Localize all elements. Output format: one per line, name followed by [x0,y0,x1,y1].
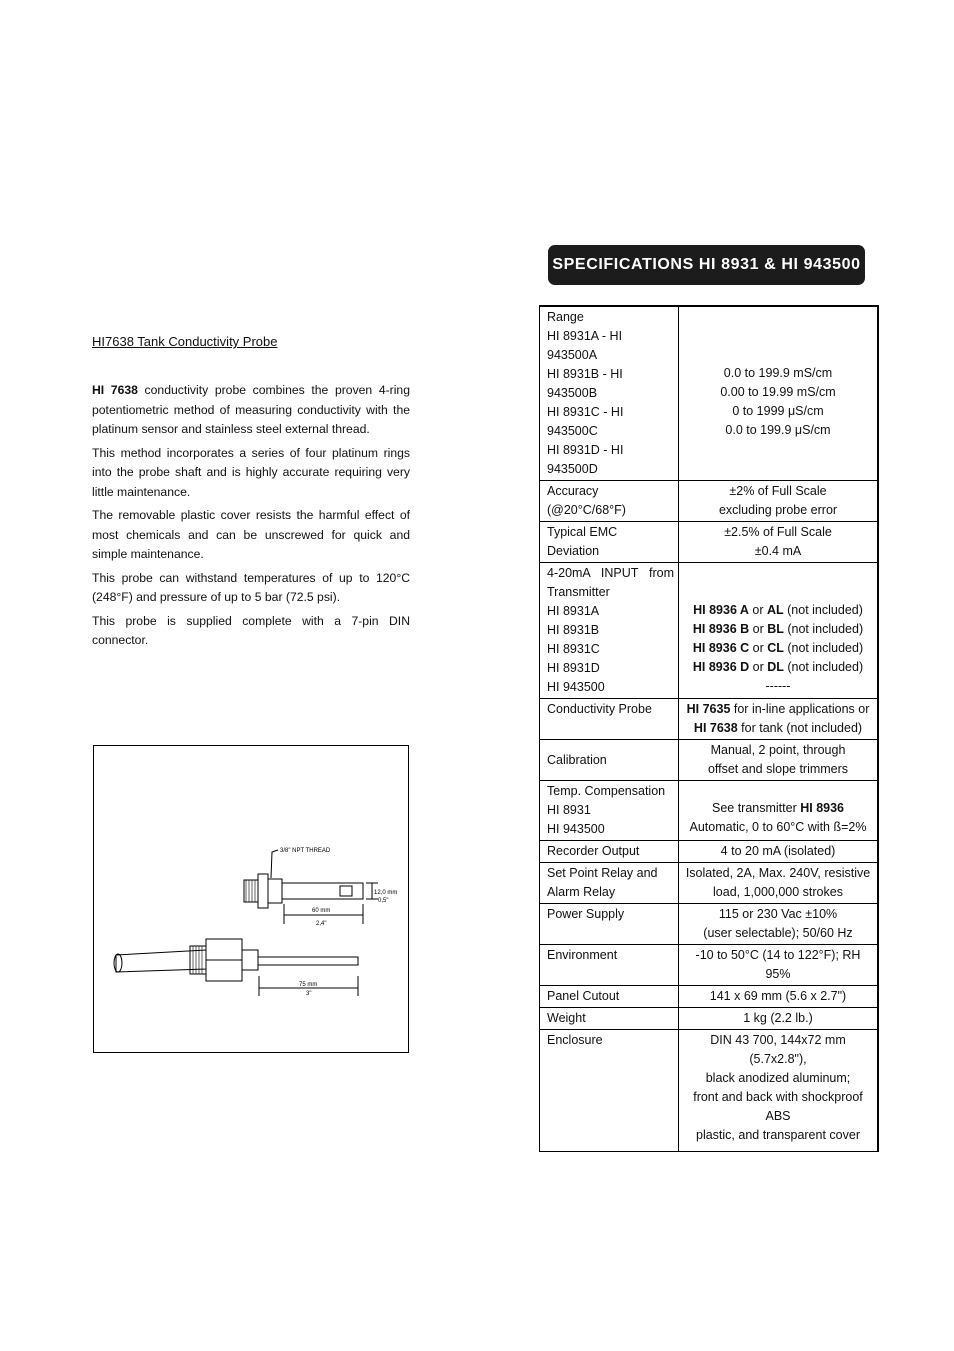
value-line: Manual, 2 point, through [710,743,846,757]
value-line [682,719,874,738]
spec-value-probe [679,699,879,740]
spec-value-emc [679,522,879,563]
label-line: Set Point Relay and [547,866,658,880]
value-line: ±2.5% of Full Scale [724,525,832,539]
small-probe-shaft [282,883,363,899]
cable [116,950,206,972]
spec-value-range [679,306,879,481]
table-row [540,522,879,563]
value-line: front and back with shockproof ABS [693,1090,863,1123]
small-probe-collar [268,879,282,903]
label-line: Deviation [547,544,600,558]
label-line: HI 8931 [547,803,591,817]
dim-60-in: 2,4" [316,921,327,927]
value-text: or [749,622,768,636]
dim-75-mm: 75 mm [299,982,318,988]
spec-value-recorder: 4 to 20 mA (isolated) [679,841,879,863]
value-line: ±2% of Full Scale [729,484,827,498]
value-text: for tank (not included) [737,721,863,735]
spec-label-environment: Environment [540,945,679,986]
value-text: or [748,603,767,617]
table-row [540,945,879,986]
section-heading: HI7638 Tank Conductivity Probe [92,334,278,349]
label-line: HI 943500 [547,680,605,694]
value-line: 0.0 to 199.9 μS/cm [725,423,831,437]
label-line: (@20°C/68°F) [547,503,626,517]
table-row [540,1030,879,1152]
spec-label-enclosure: Enclosure [540,1030,679,1152]
spec-label-calibration: Calibration [540,740,679,781]
value-line: 0.0 to 199.9 mS/cm [723,366,833,380]
table-row [540,306,879,481]
spec-label-emc [540,522,679,563]
value-line: (user selectable); 50/60 Hz [703,926,853,940]
probe-diagram [94,746,410,1054]
model-name: AL [767,603,784,617]
spec-value-enclosure [679,1030,879,1152]
label-line: HI 8931B - HI 943500B [547,367,623,400]
paragraph-method: This method incorporates a series of four platinum rings into the probe shaft and is highly accurate requiring very little maintenance. [92,445,410,499]
model-name: HI 7638 [92,383,138,397]
label-line: HI 8931B [547,623,600,637]
table-row [540,699,879,740]
spec-value-input [679,563,879,699]
spec-label-weight: Weight [540,1008,679,1030]
spec-label-temp [540,781,679,841]
label-line: HI 8931C [547,642,600,656]
spec-label-range [540,306,679,481]
value-text: (not included) [783,641,864,655]
spec-value-power [679,904,879,945]
model-name: BL [767,622,784,636]
table-row [540,841,879,863]
label-line: HI 8931A [547,604,600,618]
probe-description [92,381,410,655]
value-line: black anodized aluminum; [705,1071,851,1085]
specifications-title: SPECIFICATIONS HI 8931 & HI 943500 [548,245,865,285]
label-line: HI 8931D - HI 943500D [547,443,624,476]
table-row [540,863,879,904]
value-line: Isolated, 2A, Max. 240V, resistive [685,866,871,880]
value-line: DIN 43 700, 144x72 mm (5.7x2.8"), [710,1033,846,1066]
model-name: HI 8936 [800,801,844,815]
model-name: HI 7638 [693,721,738,735]
dim-75-in: 3" [306,991,312,997]
spec-value-relay [679,863,879,904]
spec-label-accuracy [540,481,679,522]
spec-label-input [540,563,679,699]
paragraph-text: conductivity probe combines the proven 4-ring potentiometric method of measuring conductivity with the platinum sensor and stainless steel external thread. [92,383,410,436]
spec-value-accuracy [679,481,879,522]
model-name: HI 8936 A [693,603,749,617]
specifications-table [539,305,879,1152]
small-thread-lines [246,880,255,902]
paragraph-intro [92,381,410,440]
label-line: Alarm Relay [547,885,616,899]
label-line: Transmitter [547,585,610,599]
value-line: 0.00 to 19.99 mS/cm [720,385,836,399]
value-line: 115 or 230 Vac ±10% [718,907,838,921]
value-text: (not included) [783,603,863,617]
model-name: HI 8936 B [692,622,750,636]
table-row [540,904,879,945]
value-line [682,799,874,818]
spec-value-environment: -10 to 50°C (14 to 122°F); RH 95% [679,945,879,986]
value-line [682,658,874,677]
label-line: 4-20mA INPUT from [547,566,674,580]
model-name: HI 7635 [686,702,731,716]
label-line: HI 8931D [547,661,600,675]
label-line: Typical EMC [547,525,618,539]
model-name: DL [767,660,784,674]
large-probe-shaft [258,957,358,965]
table-row [540,1008,879,1030]
value-line: Automatic, 0 to 60°C with ß=2% [689,820,867,834]
table-row [540,563,879,699]
label-line: HI 8931A - HI 943500A [547,329,623,362]
value-line: offset and slope trimmers [707,762,849,776]
value-line: ------ [765,679,791,693]
spec-value-temp [679,781,879,841]
value-line [682,639,874,658]
value-line: ±0.4 mA [754,544,802,558]
model-name: HI 8936 D [692,660,750,674]
paragraph-connector: This probe is supplied complete with a 7-pin DIN connector. [92,613,410,647]
value-text: for in-line applications or [730,702,870,716]
spec-label-power: Power Supply [540,904,679,945]
spec-value-calibration [679,740,879,781]
value-text: See transmitter [711,801,801,815]
value-line [682,601,874,620]
value-line [682,700,874,719]
value-text: or [749,641,768,655]
table-row [540,481,879,522]
spec-label-relay [540,863,679,904]
thread-leader-line [271,850,278,878]
value-text: or [749,660,768,674]
dim-60-mm: 60 mm [312,908,331,914]
dim-height-mm: 12,0 mm [374,890,398,896]
value-text: (not included) [783,660,864,674]
label-line: HI 943500 [547,822,605,836]
cable-end [114,954,122,972]
table-row [540,781,879,841]
spec-label-probe: Conductivity Probe [540,699,679,740]
label-line: Temp. Compensation [547,784,666,798]
table-row [540,740,879,781]
probe-drawing [93,745,409,1053]
value-line: excluding probe error [718,503,838,517]
value-line: load, 1,000,000 strokes [713,885,843,899]
paragraph-temperature: This probe can withstand temperatures of up to 120°C (248°F) and pressure of up to 5 bar (72.5 psi). [92,570,410,604]
value-text: (not included) [783,622,864,636]
value-line [682,620,874,639]
label-line: Range [547,310,584,324]
dim-height-in: 0,5" [378,898,389,904]
model-name: CL [767,641,784,655]
spec-value-weight: 1 kg (2.2 lb.) [679,1008,879,1030]
small-probe-nut [258,874,268,908]
table-row [540,986,879,1008]
model-name: HI 8936 C [692,641,750,655]
thread-label: 3/8" NPT THREAD [280,848,331,854]
value-line: 0 to 1999 μS/cm [732,404,824,418]
small-probe-window [340,886,352,896]
spec-label-recorder: Recorder Output [540,841,679,863]
large-probe-collar [242,950,258,970]
spec-value-cutout: 141 x 69 mm (5.6 x 2.7") [679,986,879,1008]
value-line: plastic, and transparent cover [696,1128,860,1142]
label-line: HI 8931C - HI 943500C [547,405,624,438]
spec-label-cutout: Panel Cutout [540,986,679,1008]
label-line: Accuracy [547,484,599,498]
paragraph-cover: The removable plastic cover resists the harmful effect of most chemicals and can be unscrewed for quick and simple maintenance. [92,508,410,561]
